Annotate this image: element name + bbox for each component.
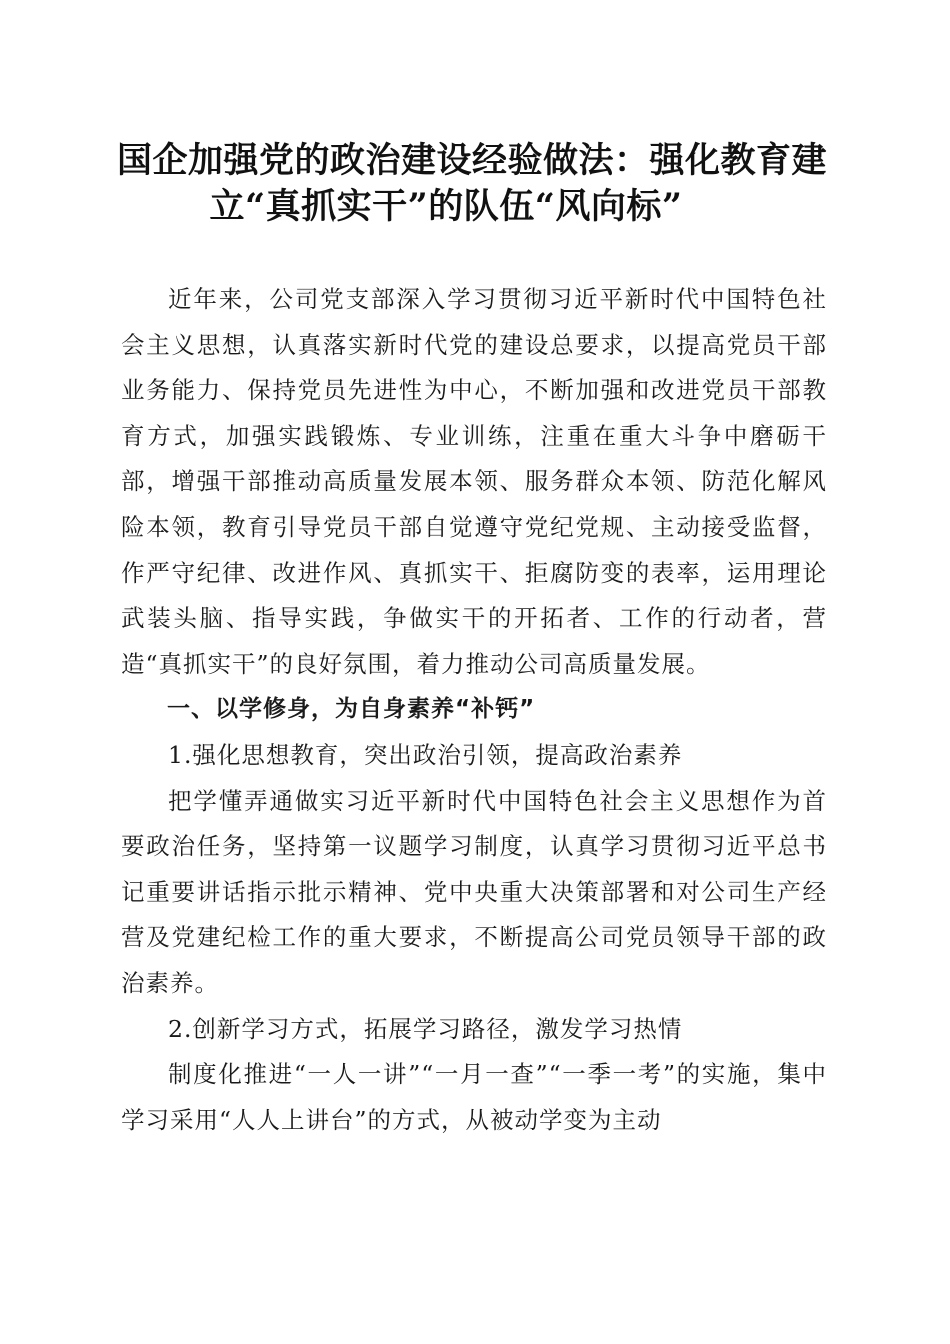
item-heading-1: 1.强化思想教育，突出政治引领，提高政治素养	[168, 740, 683, 769]
item-heading-2: 2.创新学习方式，拓展学习路径，激发学习热情	[168, 1014, 683, 1043]
section-heading-1: 一、以学修身，为自身素养“补钙”	[167, 696, 536, 723]
item-paragraph-1: 把学懂弄通做实习近平新时代中国特色社会主义思想作为首要政治任务，坚持第一议题学习制度，认真学习贯彻习近平总书记重要讲话指示批示精神、党中央重大决策部署和对公司生产经营及党建纪检工作的重大要求，不断提高公司党员领导干部的政治素养。	[121, 786, 827, 997]
document-body	[121, 277, 827, 1143]
intro-paragraph: 近年来，公司党支部深入学习贯彻习近平新时代中国特色社会主义思想，认真落实新时代党的建设总要求，以提高党员干部业务能力、保持党员先进性为中心，不断加强和改进党员干部教育方式，加强实践锻炼、专业训练，注重在重大斗争中磨砺干部，增强干部推动高质量发展本领、服务群众本领、防范化解风险本领，教育引导党员干部自觉遵守党纪党规、主动接受监督，作严守纪律、改进作风、真抓实干、拒腐防变的表率，运用理论武装头脑、指导实践，争做实干的开拓者、工作的行动者，营造“真抓实干”的良好氛围，着力推动公司高质量发展。	[121, 285, 827, 678]
item-paragraph-2: 制度化推进“一人一讲”“一月一查”“一季一考”的实施，集中学习采用“人人上讲台”的方式，从被动学变为主动	[121, 1060, 827, 1134]
title-line-1: 国企加强党的政治建设经验做法：强化教育建	[116, 140, 827, 181]
document-title	[112, 138, 832, 230]
title-line-2: 立“真抓实干”的队伍“风向标”	[209, 186, 683, 227]
